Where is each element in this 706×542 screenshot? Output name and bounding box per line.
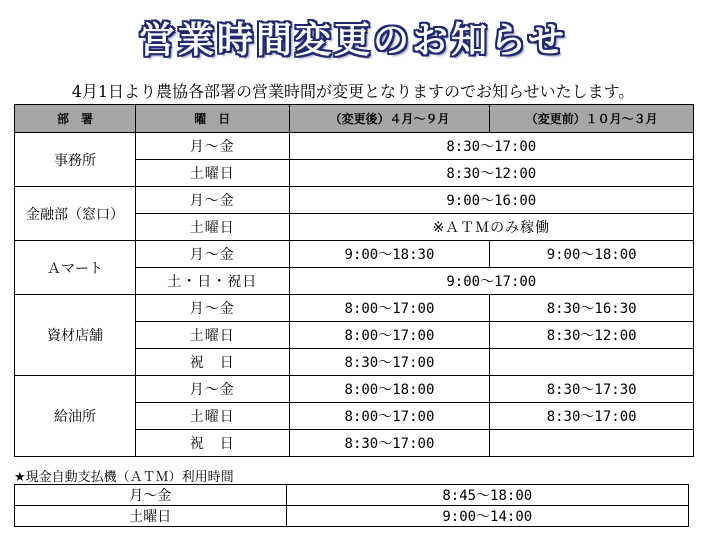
hours-cell: 8:30～17:00 [289, 133, 693, 160]
department-cell: 金融部（窓口） [15, 187, 136, 241]
table-row [15, 295, 694, 322]
day-cell: 土曜日 [135, 322, 289, 349]
day-cell: 月～金 [135, 187, 289, 214]
department-cell: 事務所 [15, 133, 136, 187]
day-cell: 土・日・祝日 [135, 268, 289, 295]
day-cell: 土曜日 [135, 160, 289, 187]
header-day: 曜 日 [135, 105, 289, 133]
table-header-row [15, 105, 694, 133]
hours-before-cell [490, 349, 694, 376]
hours-cell: 8:30～12:00 [289, 160, 693, 187]
table-row [15, 376, 694, 403]
header-before-change: （変更前）１０月～３月 [490, 105, 694, 133]
department-cell: Ａマート [15, 241, 136, 295]
hours-after-cell: 8:00～17:00 [289, 295, 490, 322]
day-cell: 月～金 [135, 133, 289, 160]
department-cell: 資材店舗 [15, 295, 136, 376]
hours-cell: 8:45～18:00 [286, 485, 688, 506]
hours-after-cell: 8:30～17:00 [289, 349, 490, 376]
day-cell: 土曜日 [15, 506, 287, 527]
day-cell: 祝 日 [135, 430, 289, 457]
table-row [15, 485, 689, 506]
hours-before-cell: 8:30～17:00 [490, 403, 694, 430]
header-department: 部 署 [15, 105, 136, 133]
table-row [15, 133, 694, 160]
day-cell: 月～金 [15, 485, 287, 506]
atm-section-heading: ★現金自動支払機（ＡＴＭ）利用時間 [14, 470, 234, 485]
hours-after-cell: 9:00～18:30 [289, 241, 490, 268]
day-cell: 月～金 [135, 241, 289, 268]
hours-cell: 9:00～17:00 [289, 268, 693, 295]
header-after-change: （変更後）４月～９月 [289, 105, 490, 133]
hours-before-cell: 8:30～16:30 [490, 295, 694, 322]
day-cell: 月～金 [135, 376, 289, 403]
atm-only-note: ※ＡＴＭのみ稼働 [289, 214, 693, 241]
table-row [15, 506, 689, 527]
announcement-text: 4月1日より農協各部署の営業時間が変更となりますのでお知らせいたします。 [71, 82, 635, 101]
day-cell: 土曜日 [135, 403, 289, 430]
table-row [15, 187, 694, 214]
hours-cell: 9:00～14:00 [286, 506, 688, 527]
hours-before-cell: 8:30～12:00 [490, 322, 694, 349]
hours-before-cell [490, 430, 694, 457]
department-cell: 給油所 [15, 376, 136, 457]
table-row [15, 241, 694, 268]
hours-before-cell: 9:00～18:00 [490, 241, 694, 268]
hours-table [14, 104, 694, 457]
hours-after-cell: 8:00～18:00 [289, 376, 490, 403]
hours-after-cell: 8:00～17:00 [289, 403, 490, 430]
hours-after-cell: 8:00～17:00 [289, 322, 490, 349]
day-cell: 祝 日 [135, 349, 289, 376]
day-cell: 土曜日 [135, 214, 289, 241]
page-title: 営業時間変更のお知らせ [139, 19, 567, 61]
hours-before-cell: 8:30～17:30 [490, 376, 694, 403]
atm-hours-table [14, 484, 689, 527]
hours-after-cell: 8:30～17:00 [289, 430, 490, 457]
day-cell: 月～金 [135, 295, 289, 322]
hours-cell: 9:00～16:00 [289, 187, 693, 214]
